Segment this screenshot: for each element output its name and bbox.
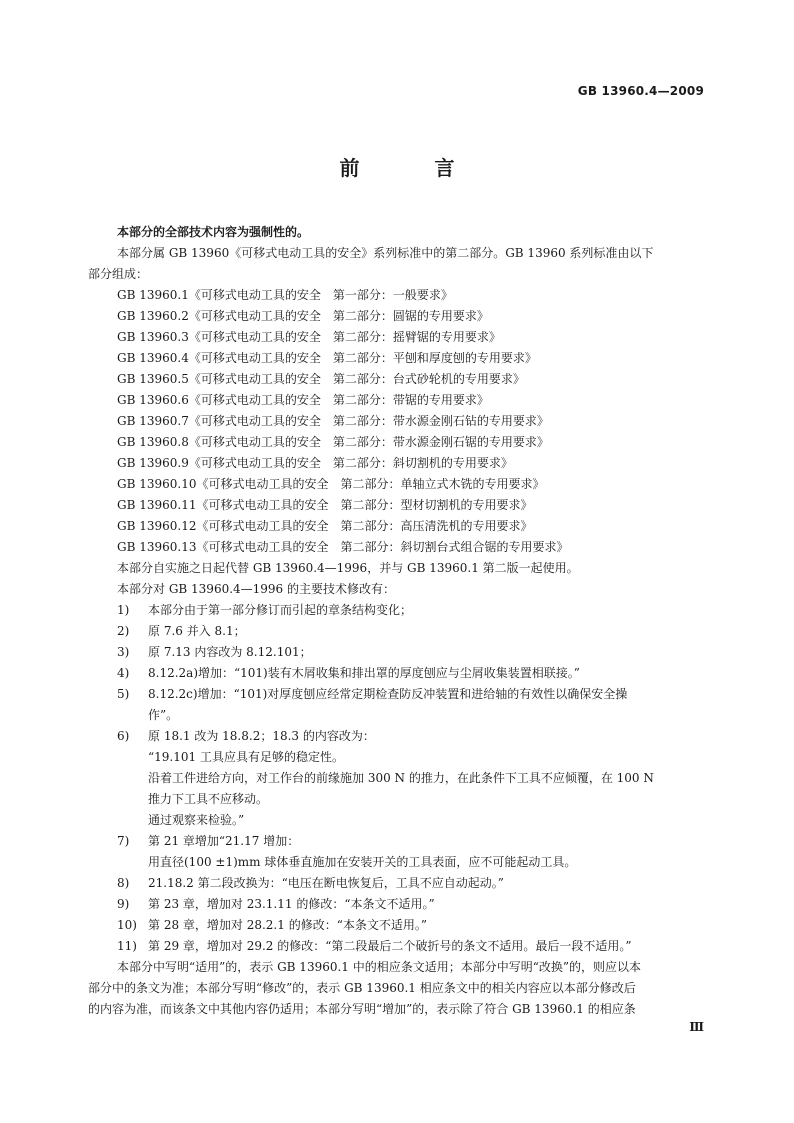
change-text: 第 29 章，增加对 29.2 的修改：“第二段最后二个破折号的条文不适用。最后一段不适用。” [148,939,632,953]
closing-line-3: 的内容为准，而该条文中其他内容仍适用；本部分写明“增加”的，表示除了符合 GB 13960.1 的相应条 [88,1002,636,1016]
change-number: 3) [117,645,130,659]
change-number: 6) [117,729,130,743]
change-text: 8.12.2a)增加：“101)装有木屑收集和排出罩的厚度刨应与尘屑收集装置相联接。” [148,666,580,680]
change-text: 原 7.13 内容改为 8.12.101； [148,645,312,659]
parts-list [117,285,707,558]
change-text-continued: 推力下工具不应移动。 [148,792,269,806]
change-text: 原 18.1 改为 18.8.2；18.3 的内容改为： [148,729,375,743]
part-item: GB 13960.8《可移式电动工具的安全 第二部分：带水源金刚石锯的专用要求》 [117,435,549,449]
part-item: GB 13960.5《可移式电动工具的安全 第二部分：台式砂轮机的专用要求》 [117,372,525,386]
change-number: 8) [117,876,130,890]
part-item: GB 13960.13《可移式电动工具的安全 第二部分：斜切割台式组合锯的专用要求》 [117,540,569,554]
change-item [117,831,707,852]
document-body [88,222,707,1020]
change-text-continued: “19.101 工具应具有足够的稳定性。 [148,750,344,764]
change-text-continued: 通过观察来检验。” [148,813,245,827]
part-item: GB 13960.1《可移式电动工具的安全 第一部分：一般要求》 [117,288,453,302]
change-number: 1) [117,603,130,617]
change-item [117,936,707,957]
change-number: 4) [117,666,130,680]
change-text: 第 21 章增加“21.17 增加： [148,834,300,848]
change-text-continued: 沿着工件进给方向，对工作台的前缘施加 300 N 的推力，在此条件下工具不应倾覆，在 100 N [148,771,654,785]
changes-list [117,600,707,957]
change-text: 第 28 章，增加对 28.2.1 的修改：“本条文不适用。” [148,918,427,932]
change-text: 本部分由于第一部分修订而引起的章条结构变化； [148,603,413,617]
change-item [117,915,707,936]
change-text-continued: 作”。 [148,708,179,722]
change-item [117,621,707,642]
change-number: 10) [117,918,137,932]
part-item: GB 13960.7《可移式电动工具的安全 第二部分：带水源金刚石钻的专用要求》 [117,414,549,428]
part-item: GB 13960.11《可移式电动工具的安全 第二部分：型材切割机的专用要求》 [117,498,533,512]
change-number: 2) [117,624,130,638]
change-text: 第 23 章，增加对 23.1.11 的修改：“本条文不适用。” [148,897,435,911]
change-item [117,663,707,684]
part-item: GB 13960.12《可移式电动工具的安全 第二部分：高压清洗机的专用要求》 [117,519,533,533]
part-item: GB 13960.3《可移式电动工具的安全 第二部分：摇臂锯的专用要求》 [117,330,501,344]
standard-number: GB 13960.4—2009 [577,84,704,98]
series-intro-line-1: 本部分属 GB 13960《可移式电动工具的安全》系列标准中的第二部分。GB 13960 系列标准由以下 [117,246,654,260]
closing-line-2: 部分中的条文为准；本部分写明“修改”的，表示 GB 13960.1 相应条文中的相关内容应以本部分修改后 [88,981,636,995]
part-item: GB 13960.10《可移式电动工具的安全 第二部分：单轴立式木铣的专用要求》 [117,477,545,491]
change-item [117,873,707,894]
change-number: 7) [117,834,130,848]
change-item [117,600,707,621]
change-text: 8.12.2c)增加：“101)对厚度刨应经常定期检查防反冲装置和进给轴的有效性以确保安全操 [148,687,628,701]
change-text: 21.18.2 第二段改换为：“电压在断电恢复后，工具不应自动起动。” [148,876,504,890]
closing-line-1: 本部分中写明“适用”的，表示 GB 13960.1 中的相应条文适用；本部分中写明“改换”的，则应以本 [117,960,642,974]
change-number: 11) [117,939,137,953]
change-number: 9) [117,897,130,911]
change-item [117,894,707,915]
mandatory-statement: 本部分的全部技术内容为强制性的。 [117,225,310,239]
change-number: 5) [117,687,130,701]
part-item: GB 13960.2《可移式电动工具的安全 第二部分：圆锯的专用要求》 [117,309,489,323]
part-item: GB 13960.4《可移式电动工具的安全 第二部分：平刨和厚度刨的专用要求》 [117,351,537,365]
change-item [117,684,707,705]
part-item: GB 13960.9《可移式电动工具的安全 第二部分：斜切割机的专用要求》 [117,456,513,470]
replacement-note: 本部分自实施之日起代替 GB 13960.4—1996，并与 GB 13960.1 第二版一起使用。 [117,561,579,575]
change-item [117,642,707,663]
change-text: 原 7.6 并入 8.1； [148,624,246,638]
change-text-continued: 用直径(100 ±1)mm 球体垂直施加在安装开关的工具表面，应不可能起动工具。 [148,855,577,869]
series-intro-line-2: 部分组成： [88,267,149,281]
page-title: 前 言 [339,156,489,180]
changes-intro: 本部分对 GB 13960.4—1996 的主要技术修改有： [117,582,396,596]
page-number: Ⅲ [689,1020,704,1034]
part-item: GB 13960.6《可移式电动工具的安全 第二部分：带锯的专用要求》 [117,393,489,407]
change-item [117,726,707,747]
